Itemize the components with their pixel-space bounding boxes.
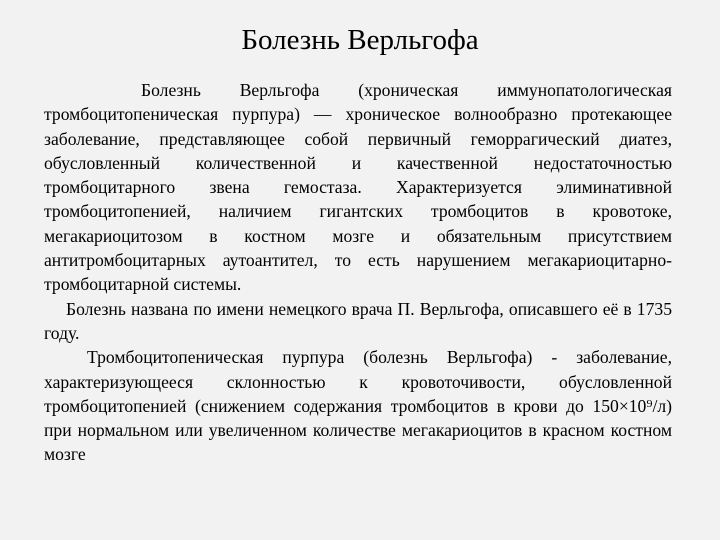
- slide-body: [44, 78, 672, 467]
- paragraph-definition: Болезнь Верльгофа (хроническая иммунопатологическая тромбоцитопеническая пурпура) — хроническое волнообразно протекающее заболевание, представляющее собой первичный геморрагический диатез, обусловленный количественной и качественной недостаточностью тромбоцитарного звена гемостаза. Характеризуется элиминативной тромбоцитопенией, наличием гигантских тромбоцитов в кровотоке, мегакариоцитозом в костном мозге и обязательным присутствием антитромбоцитарных аутоантител, то есть нарушением мегакариоцитарно-тромбоцитарной системы.: [44, 80, 672, 295]
- paragraph-description: Тромбоцитопеническая пурпура (болезнь Верльгофа) - заболевание, характеризующееся склонностью к кровоточивости, обусловленной тромбоцитопенией (снижением содержания тромбоцитов в крови до 150×10⁹/л) при нормальном или увеличенном количестве мегакариоцитов в красном костном мозге: [44, 347, 672, 465]
- paragraph-history: Болезнь названа по имени немецкого врача П. Верльгофа, описавшего её в 1735 году.: [44, 298, 672, 343]
- slide-title: Болезнь Верльгофа: [241, 24, 479, 56]
